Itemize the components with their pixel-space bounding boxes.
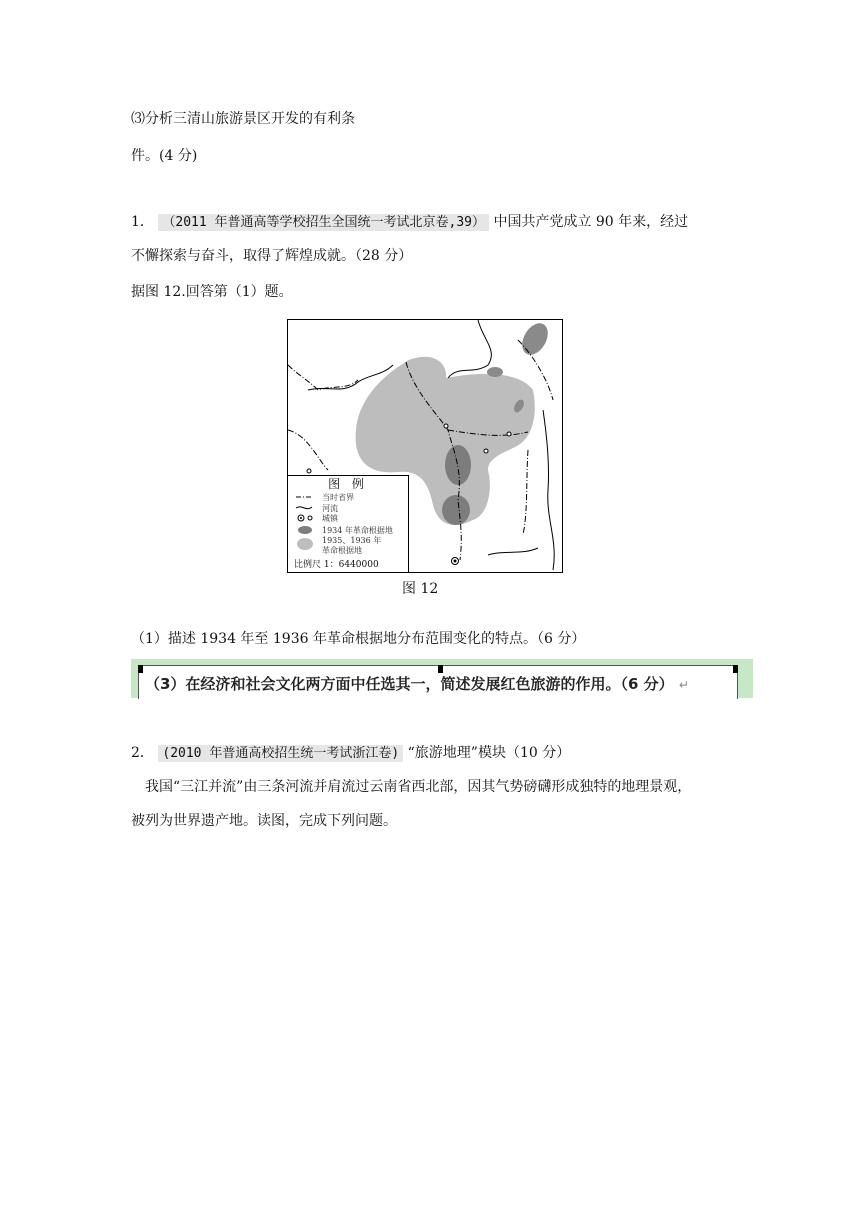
item-1-header (131, 212, 688, 233)
question-1: （1）描述 1934 年至 1936 年革命根据地分布范围变化的特点。（6 分） (131, 631, 586, 647)
legend-1934-symbol (298, 526, 312, 534)
item-2-number: 2． (131, 745, 154, 761)
boundary-sw (288, 430, 328, 470)
legend-1935-symbol (297, 538, 313, 550)
town-dot-1 (444, 424, 448, 428)
base-area-1934-south (442, 495, 470, 525)
legend-item-boundary: 当时省界 (322, 493, 354, 502)
return-mark-icon: ↵ (678, 678, 689, 692)
item-2-text-a: “旅游地理”模块（10 分） (407, 745, 571, 761)
item-2-text-b: 我国“三江并流”由三条河流并肩流过云南省西北部，因其气势磅礴形成独特的地理景观， (145, 779, 692, 795)
base-area-1934-center (445, 445, 471, 485)
figure-caption: 图 12 (402, 581, 439, 597)
city-dot (454, 560, 457, 563)
frame-mark-right (733, 665, 738, 673)
item-1-source: （2011 年普通高等学校招生全国统一考试北京卷,39） (158, 214, 489, 231)
question-3-text: （3）在经济和社会文化两方面中任选其一，简述发展红色旅游的作用。（6 分） (145, 675, 674, 693)
river-south (488, 548, 538, 555)
river-east (543, 410, 554, 570)
item-2-source: (2010 年普通高校招生统一考试浙江卷) (158, 745, 403, 762)
item-2-header (131, 743, 570, 764)
legend-item-1934: 1934 年革命根据地 (322, 526, 393, 535)
legend-title: 图 例 (328, 477, 368, 491)
town-dot-3 (484, 449, 488, 453)
frame-mark-middle (438, 665, 443, 673)
legend-river-symbol (296, 507, 312, 509)
revolutionary-base-map (287, 319, 563, 573)
legend-item-river: 河流 (322, 504, 338, 513)
river-north (448, 320, 491, 378)
item-1-text-c: 据图 12.回答第（1）题。 (131, 284, 293, 300)
town-dot-4 (307, 469, 311, 473)
frame-mark-left (138, 665, 143, 673)
legend-item-town: 城镇 (322, 514, 338, 523)
town-dot-2 (507, 432, 511, 436)
legend-town-symbol (308, 516, 312, 520)
item-2-text-c: 被列为世界遗产地。读图，完成下列问题。 (131, 813, 397, 829)
base-area-1934-ne (517, 320, 553, 359)
legend-item-1935: 1935、1936 年 (322, 536, 382, 545)
q3-line-2: 件。(4 分) (131, 148, 198, 164)
question-3 (145, 673, 689, 694)
map-scale: 比例尺 1：6440000 (294, 560, 379, 570)
highlighted-question-frame (138, 665, 738, 699)
legend-item-base: 革命根据地 (322, 546, 362, 555)
q3-line-1: ⑶分析三清山旅游景区开发的有利条 (131, 111, 355, 127)
base-area-1934-small (487, 367, 503, 377)
map-legend (288, 475, 409, 572)
highlighted-question-band (131, 659, 753, 698)
item-1-number: 1． (131, 214, 154, 230)
boundary-west (288, 365, 358, 390)
item-1-text-b: 不懈探索与奋斗，取得了辉煌成就。（28 分） (131, 248, 413, 264)
boundary-se (523, 450, 528, 535)
item-1-text-a: 中国共产党成立 90 年来，经过 (493, 214, 689, 230)
